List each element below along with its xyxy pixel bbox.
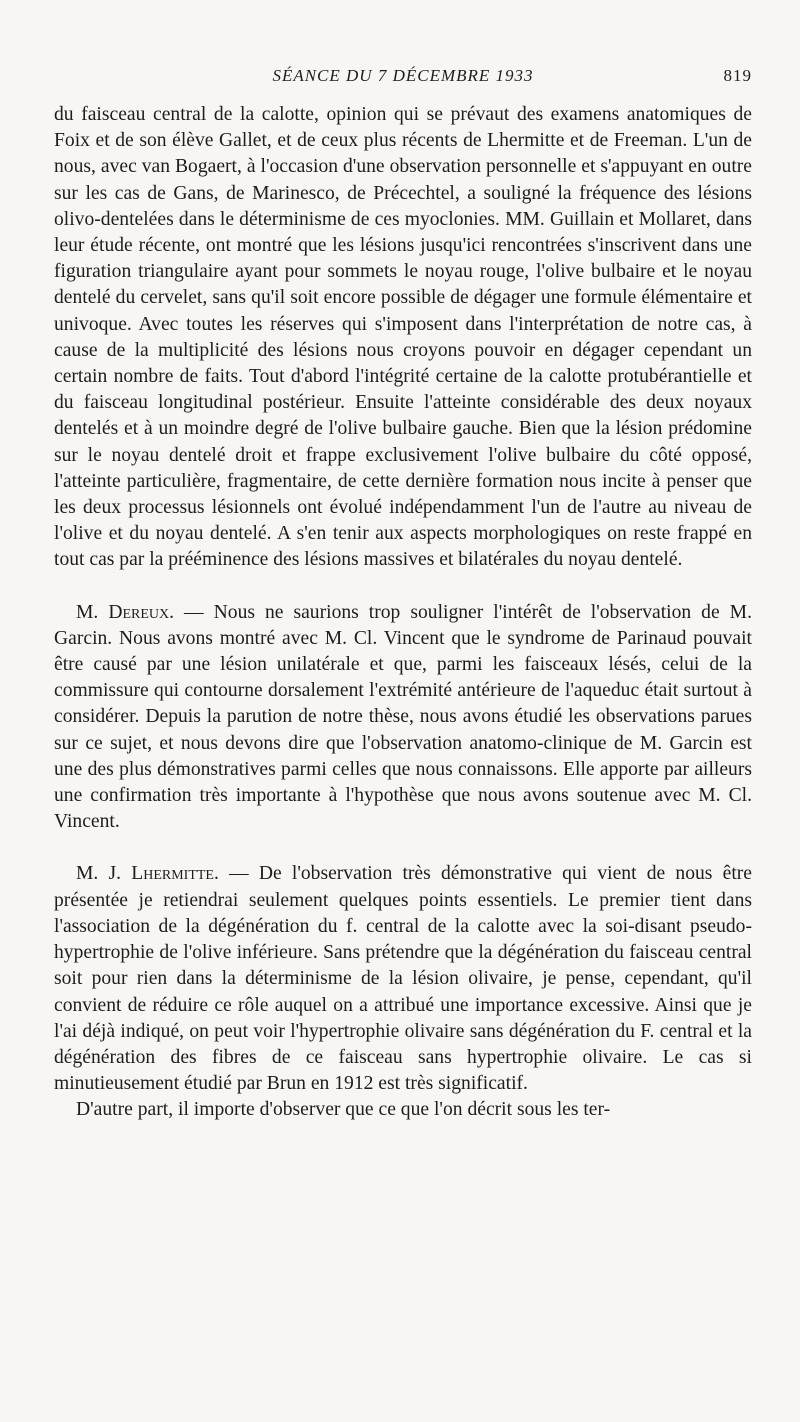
paragraph-dereux [54, 600, 752, 836]
body-text [54, 102, 752, 1124]
speaker-prefix: M. J. [76, 863, 132, 885]
running-header [54, 62, 752, 94]
paragraph-lhermitte [54, 861, 752, 1097]
paragraph-continuation: D'autre part, il importe d'observer que ce que l'on décrit sous les ter- [76, 1099, 611, 1121]
paragraph-text: . — De l'observation très démonstrative qui vient de nous être présentée je retiendrai seulement quelques points essentiels. Le premier tient dans l'association de la dégénération du f. central de la calotte avec la soi-disant pseudo-hypertrophie de l'olive inférieure. Sans prétendre que la dégénération du faisceau central soit pour rien dans la déterminisme de la lésion olivaire, je pense, cependant, qu'il convient de réduire ce rôle auquel on a attribué une importance excessive. Ainsi que je l'ai déjà indiqué, on peut voir l'hypertrophie olivaire sans dégénération du F. central et la dégénération des fibres de ce faisceau sans hypertrophie olivaire. Le cas si minutieusement étudié par Brun en 1912 est très significatif. [54, 863, 752, 1095]
page-number: 819 [723, 66, 752, 85]
document-page [54, 62, 752, 1124]
paragraph-text: . — Nous ne saurions trop souligner l'intérêt de l'observation de M. Garcin. Nous avons montré avec M. Cl. Vincent que le syndrome de Parinaud pouvait être causé par une lésion unilatérale et que, parmi les faisceaux lésés, celui de la commissure qui contourne dorsalement l'extrémité antérieure de l'aqueduc était surtout à considérer. Depuis la parution de notre thèse, nous avons étudié les observations parues sur ce sujet, et nous devons dire que l'observation anatomo-clinique de M. Garcin est une des plus démonstratives parmi celles que nous connaissons. Elle apporte par ailleurs une confirmation très importante à l'hypothèse que nous avons soutenue avec M. Cl. Vincent. [54, 601, 752, 833]
speaker-name: Dereux [108, 601, 170, 623]
paragraph-garcin-discussion: du faisceau central de la calotte, opinion qui se prévaut des examens anatomiques de Foix et de son élève Gallet, et de ceux plus récents de Lhermitte et de Freeman. L'un de nous, avec van Bogaert, à l'occasion d'une observation personnelle et s'appuyant en outre sur les cas de Gans, de Marinesco, de Précechtel, a souligné la fréquence des lésions olivo-dentelées dans le déterminisme de ces myoclonies. MM. Guillain et Mollaret, dans leur étude récente, ont montré que les lésions jusqu'ici rencontrées s'inscrivent dans une figuration triangulaire ayant pour sommets le noyau rouge, l'olive bulbaire et le noyau dentelé du cervelet, sans qu'il soit encore possible de dégager une formule élémentaire et univoque. Avec toutes les réserves qui s'imposent dans l'interprétation de notre cas, à cause de la multiplicité des lésions nous croyons pouvoir en dégager cependant un certain nombre de faits. Tout d'abord l'intégrité certaine de la calotte protubérantielle et du faisceau longitudinal postérieur. Ensuite l'atteinte considérable des deux noyaux dentelés et à un moindre degré de l'olive bulbaire gauche. Bien que la lésion prédomine sur le noyau dentelé droit et frappe exclusivement l'olive bulbaire du côté opposé, l'atteinte particulière, fragmentaire, de cette dernière formation nous incite à penser que les deux processus lésionnels ont évolué indépendamment l'un de l'autre au niveau de l'olive et du noyau dentelé. A s'en tenir aux aspects morphologiques on reste frappé en tout cas par la prééminence des lésions massives et bilatérales du noyau dentelé. [54, 104, 752, 571]
speaker-prefix: M. [76, 601, 109, 623]
running-title: SÉANCE DU 7 DÉCEMBRE 1933 [272, 66, 534, 85]
speaker-name: Lhermitte [131, 863, 214, 885]
